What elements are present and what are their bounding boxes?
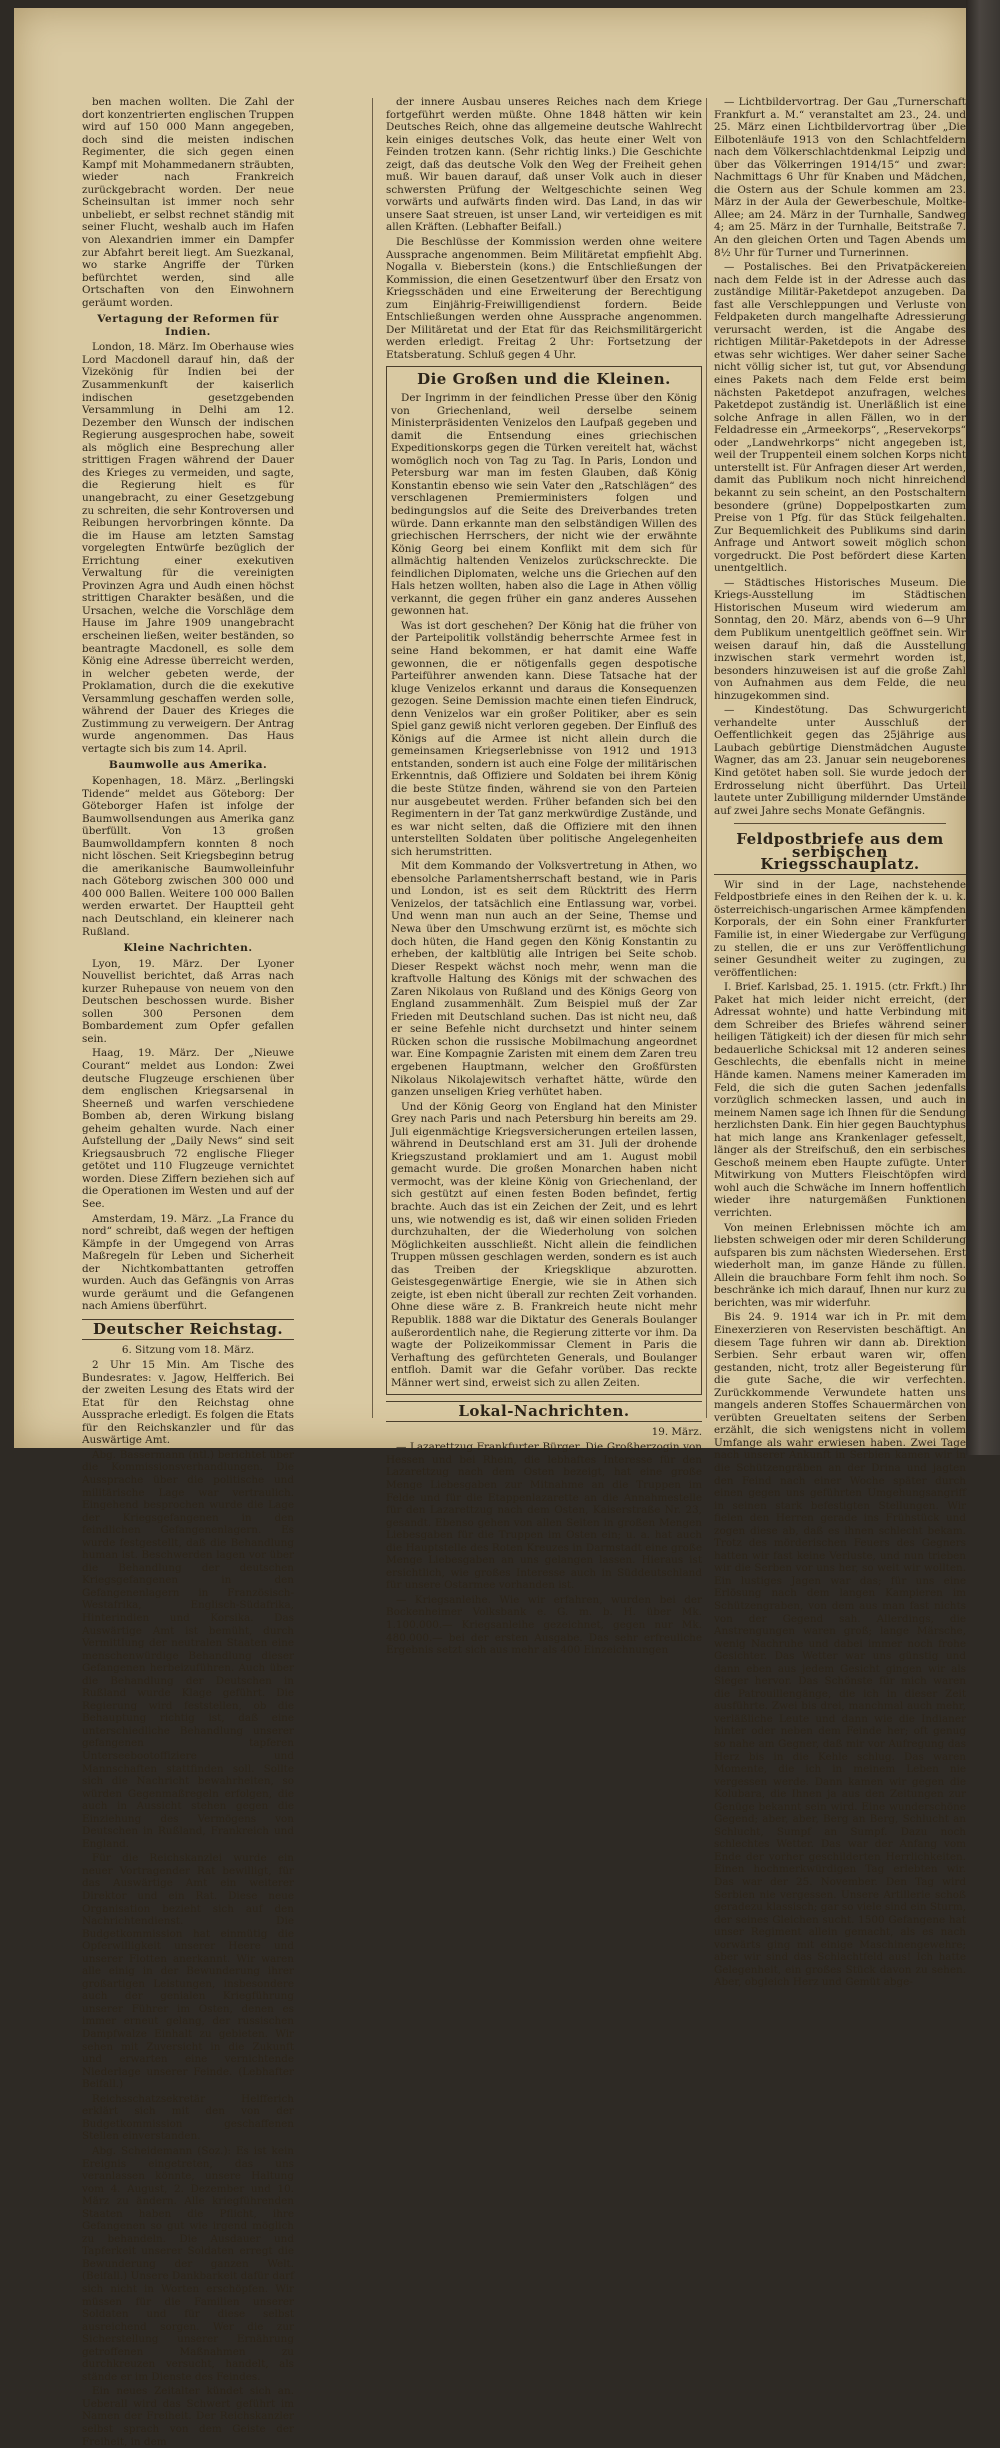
greek-headline: Die Großen und die Kleinen. xyxy=(417,370,671,389)
reichstag-session: 6. Sitzung vom 18. März. xyxy=(121,1343,255,1356)
greek-paragraph: Und der König Georg von England hat den Minister Grey nach Paris und nach Petersburg hin bereits am 29. Juli eigenmächtige Kriegsversicherungen erteilen lassen, während in Deutschland erst am 31. Juli der drohende Kriegszustand proklamiert und am 1. August mobil gemacht wurde. Die großen Monarchen haben nicht vermocht, was der kleine König von Griechenland, der sich gestützt auf einen festen Boden befindet, fertig brachte. Auch das ist ein Zeichen der Zeit, und es lehrt uns, wie notwendig es ist, daß wir einen soliden Frieden durchzuhalten, der die Wiederholung von solchen Möglichkeiten ausschließt. Nicht allein die feindlichen Truppen müssen geschlagen werden, sondern es ist auch das Treiben der Kriegsklique abzurotten. Geistesgegenwärtige Energie, wie sie in Athen sich zeigte, ist eben nicht überall zur rechten Zeit vorhanden. Ohne diese wäre z. B. Frankreich heute nicht mehr Republik. 1888 war die Diktatur des Generals Boulanger außerordentlich nahe, die Regierung zitterte vor ihm. Da wagte der Polizeikommissar Clement in Paris die Verhaftung des gefürchteten Generals, und Boulanger entfloh. Damit war die Gefahr vorüber. Das reckte Männer wert sind, erweist sich zu allen Zeiten. xyxy=(391,1100,697,1389)
lead-paragraph: ben machen wollten. Die Zahl der dort konzentrierten englischen Truppen wird auf 150 000 Mann angegeben, doch sind die meisten indischen Regimenter, die sich gegen einen Kampf mit Mohammedanern sträubten, wieder nach Frankreich zurückgebracht worden. Der neue Scheinsultan ist immer noch sehr unbeliebt, er selbst rechnet ständig mit seiner Flucht, weshalb auch im Hafen von Alexandrien immer ein Dampfer zur Abfahrt bereit liegt. Am Suezkanal, wo starke Angriffe der Türken befürchtet werden, sind alle Ortschaften von den Einwohnern geräumt worden. xyxy=(82,96,294,309)
reichstag-paragraph: Abg. Scheidemann (Soz.): Es ist kein Ereignis eingetreten, das uns veranlassen könnte, unsere Haltung vom 4. August, 2. Dezember und 10. März zu ändern. Alle kriegführenden Staaten haben die Pflicht, ihre Gefangenen so gut wie irgend möglich zu behandeln. Die Ausdauer und Tapferkeit unserer Soldaten erregt die Bewunderung der ganzen Welt. (Beifall.) Unsere Dankbarkeit dafür darf sich nicht in Worten erschöpfen. Wir müssen für die Familien unserer Soldaten und für diese selbst ausreichend sorgen. Wer die zur Sicherstellung unserer Ernährung getroffenen Maßnahmen zu durchkreuzen versucht, handelt, als stände er im Dienste des Feindes. xyxy=(82,2144,294,2383)
reichstag-continued: der innere Ausbau unseres Reiches nach dem Kriege fortgeführt werden müßte. Ohne 1848 hätten wir kein Deutsches Reich, ohne das allgemeine deutsche Wahlrecht kein einiges deutsches Volk, das heute einer Welt von Feinden trotzen kann. (Sehr richtig links.) Die Geschichte zeigt, daß das deutsche Volk den Weg der Freiheit gehen muß. Wir bauen darauf, daß unser Volk auch in dieser schwersten Prüfung der Weltgeschichte seinen Weg vorwärts und aufwärts finden wird. Das Land, in das wir unsere Saat streuen, ist unser Land, wir verteidigen es mit allen Kräften. (Lebhafter Beifall.) xyxy=(386,96,702,234)
newspaper-page xyxy=(14,8,966,2448)
column-left xyxy=(82,96,294,2448)
book-binding xyxy=(966,0,1000,1455)
reichstag-paragraph: Reichsschatzsekretär Helfferich erklärt sich mit den von der Budgetkommission geschaffenen Stellen einverstanden. xyxy=(82,2092,294,2143)
column-rule xyxy=(706,98,707,1418)
reichstag-paragraph: Abg. Bassermann (ntl.) berichtet über die Kommissionsverhandlungen. Die Aussprache über die politische und militärische Lage war vertraulich. Eingehend besprochen wurde die Lage der Kriegsgefangenen in den feindlichen Gefangenenlagern. Es wurde festgestellt, daß die Behandlung human ist. Beschwerden lagen vor über die Behandlung der deutschen Kriegsgefangenen in den Gefangenenlagern in Französisch-Westafrika, Englisch-Südafrika, Hinterindien und Korsika. Das Auswärtige Amt ist bemüht, durch Vermittlung der neutralen Staaten eine menschenwürdige Behandlung dieser Gefangenen herbeizuführen. Auch über die Behandlung der Deutschen in Rußland wurde Klage geführt. Die Regierung wird feststellen, ob die Behauptung richtig ist, daß eine unterschiedliche Behandlung unserer gefangenen tapferen Unterseebootoffiziere und Mannschaften stattfinden soll. Sollte sich die Nachricht bewahrheiten, so würden Gegenmaßregeln erfolgen, die auch in Aussicht stehen gegen die Einziehung des Vermögens von Deutschen in Rußland, Frankreich und England. xyxy=(82,1448,294,1850)
greek-article-box xyxy=(386,366,702,1395)
local-news-section-title: Lokal-Nachrichten. xyxy=(386,1401,702,1422)
field-letters-headline: Feldpostbriefe aus dem serbischen Kriegsschauplatz. xyxy=(714,830,966,875)
local-news-item: — Kriegsanleihe. Wie wir erfahren, wurden bei der Bockenheimer Volksbank e. G. m. b. H. über Mk. 1.100.000.— Kriegsanleihe gezeichnet, gegen nur Mk. 480.000.— bei der ersten Ausgabe. Das sehr erfreuliche Ergebnis setzt sich aus mehr als 400 Einzeichnungen xyxy=(386,1593,702,1657)
local-news-item: — Lazarettzug Frankfurter Bürger. Die Großherzogin von Hessen und bei Rhein, die lebhaftes Interesse für den Lazarettzug nach dem Osten bezeigt, hat eine große Menge Liebesgaben zur Mitnahme an die Truppen im Felde und für die Etappenlazarette an die Annahmestelle für den Lazarettzug nach dem Osten, Kaiserstraße Nr. 23, gesandt. Ebenso gehen von allen Seiten in großen Mengen Liebesgaben für die Truppen im Osten ein; u. a. hat auch die Hauptstelle des Roten Kreuzes in Darmstadt eine große Menge Liebesgaben an uns gelangen lassen. Hieraus ist ersichtlich, wie großes Interesse auch in Süddeutschland für unsere Ostarmee vorhanden ist. xyxy=(386,1441,702,1592)
column-middle xyxy=(386,96,702,1657)
reichstag-section-title: Deutscher Reichstag. xyxy=(82,1319,294,1340)
column-rule xyxy=(372,98,373,1418)
local-news-item: — Kindestötung. Das Schwurgericht verhandelte unter Ausschluß der Oeffentlichkeit gegen das 25jährige aus Laubach gebürtige Dienstmädchen Auguste Wagner, das am 23. Januar sein neugeborenes Kind getötet haben soll. Sie wurde jedoch der Erdrosselung nicht überführt. Das Urteil lautete unter Zubilligung mildernder Umstände auf zwei Jahre sechs Monate Gefängnis. xyxy=(714,704,966,817)
greek-paragraph: Mit dem Kommando der Volksvertretung in Athen, wo ebensolche Parlamentsherrschaft bestand, wie in Paris und London, ist es seit dem Rücktritt des Herrn Venizelos, der tatsächlich eine Entlassung war, vorbei. Und wenn man nun auch an der Seine, Themse und Newa über den Umschwung erzürnt ist, es möchte sich doch hüten, die Hand gegen den König Konstantin zu erheben, der kaltblütig alle Intrigen bei Seite schob. Dieser Respekt wächst noch mehr, wenn man die kraftvolle Haltung des Königs mit der schwachen des Zaren Nikolaus von Rußland und des Königs Georg von England zusammenhält. Zum Beispiel muß der Zar Frieden mit Deutschland suchen. Das ist nicht neu, daß er seine Befehle nicht durchsetzt und hinter seinem Rücken schon die russische Mobilmachung angeordnet war. Eine Kompagnie Zaristen mit einem dem Zaren treu ergebenen Hauptmann, welcher den Großfürsten Nikolaus Nikolajewitsch verhaftet hätte, würde den ganzen unseligen Krieg verhütet haben. xyxy=(391,860,697,1099)
greek-paragraph: Der Ingrimm in der feindlichen Presse über den König von Griechenland, weil derselbe seinem Ministerpräsidenten Venizelos den Laufpaß gegeben und damit die Entsendung eines griechischen Expeditionskorps gegen die Türken vereitelt hat, wächst womöglich noch von Tag zu Tag. In Paris, London und Petersburg war man im festen Glauben, daß König Konstantin ebenso wie sein Vater den „Ratschlägen“ des verschlagenen Premierministers folgen und bedingungslos auf die Seite des Dreiverbandes treten würde. Dann erkannte man den selbständigen Willen des griechischen Herrschers, der nicht wie der erwähnte König Georg bei einem Konflikt mit dem sich für allmächtig haltenden Venizelos zurückschreckte. Die feindlichen Diplomaten, welche uns die Griechen auf den Hals hetzen wollten, haben also die Lage in Athen völlig verkannt, die gegen früher ein ganz anderes Aussehen gewonnen hat. xyxy=(391,392,697,618)
column-right xyxy=(714,96,966,1989)
separator xyxy=(734,823,946,824)
small-news-item: Amsterdam, 19. März. „La France du nord“ schreibt, daß wegen der heftigen Kämpfe in der Umgegend von Arras Maßregeln für Leben und Sicherheit der Nichtkombattanten getroffen wurden. Auch das Gefängnis von Arras wurde geräumt und die Gefangenen nach Amiens überführt. xyxy=(82,1212,294,1313)
cotton-headline: Baumwolle aus Amerika. xyxy=(108,759,268,772)
field-letter-paragraph: Bis 24. 9. 1914 war ich in Pr. mit dem Einexerzieren von Reservisten beschäftigt. An diesem Tage fuhren wir dann ab. Direktion Serbien. Sehr erbaut waren wir, offen gestanden, nicht, trotz aller Begeisterung für die gute Sache, die wir verfechten. Zurückkommende Verwundete hatten uns mangels anderen Stoffes Schauermärchen von verübten Greueltaten seitens der Serben erzählt, die sich wenigstens nicht in vollem Umfange als wahr erwiesen haben. Zwei Tage nach unserer Ankunft in Serbien kamen wir in die Schützengräben an der Drina und jagten den Feind nach einer Woche später durch einen gegen uns geführten Umgehungsangriff in seinen stark befestigten Stellungen. Wir fielen den Herren gerade ins Frühstück und zogen diese ab, daß es ihnen schlecht bekam. Trotz des mörderischen Feuers des Gegners hatten wir fast keine Verluste, und nun trieben wir die Serben vor uns her, so weit wir wollten. Ein lustiges Jagen war das; für uns eine Erlösung nach dem langen Kampieren im Schützengraben, von dem aus man fast nichts von der Gegend sah. Allerdings, die Anstrengungen waren groß; lange Märsche, wenig Nachruhe und dabei immer noch frohe Gesichter. Das Wetter war uns günstig und dann eben aus jedem Gesicht gingen wir als Sieger hervor. Das Schönste für mich waren die Patrouillengänge, die ich in dieser Zeit ausführte. Zwei bis drei, manchmal auch mehr, verläßliche Leute und dann wie die Indianer hinter oder neben dem Feinde her; oft genug so nahe am Gegner, daß mir vor Aufregung das Herz bis in die Kehle schlug. Das waren Momente, die ich in meinem Leben nie vergessen werde. Dann kamen wir gegen die Kolubara, die Ihnen ja aus den Zeitungen zur Genüge bekannt sein wird. Eine wunderschöne Gegend; aber, aber, Berg an Berg, Schlucht an Schlucht, Sumpf an Sumpf. Dazu noch schlechtes Wetter. Das war der Anfang vom Ende der vorher geschilderten Herrlichkeiten. Einen hochmerkwürdigen Tag erlebten wir. Das war der 25. November. Den Tag wird Serbien nie vergessen. Unsere Artillerie schoß geradezu klassisch; gar so viele sind ein Sturm, der seines Gleichen sucht. 1500 Gefangene hat unser Regiment allein gemacht, als es nach vorwärts ging mit einige Maschinengewehre; aber wir sind das Schlachtfeld aus! Ich hatte Gelegenheit, ein großes Stück davon zu sehen. Aber, obgleich Herz und Gemüt abge- xyxy=(714,1311,966,1989)
greek-paragraph: Was ist dort geschehen? Der König hat die früher von der Parteipolitik vollständig beherrschte Armee fest in seine Hand bekommen, er hat damit eine Waffe gewonnen, die er nötigenfalls gegen despotische Parteiführer anwenden kann. Diese Tatsache hat der kluge Venizelos erkannt und daraus die Konsequenzen gezogen. Seine Demission machte einen tiefen Eindruck, denn Venizelos war ein großer Politiker, aber es sein Spiel ganz gewiß nicht verloren gegeben. Der Einfluß des Königs auf die Armee ist nicht allein durch die gemeinsamen Kriegserlebnisse von 1912 und 1913 entstanden, sondern ist auch eine Folge der militärischen Erkenntnis, daß Offiziere und Soldaten bei ihrem König die beste Stütze finden, während sie von den Parteien nur ausgebeutet werden. Früher befanden sich bei den Regimentern in der Tat ganz merkwürdige Zustände, und es war nicht selten, daß die Offiziere mit den ihnen unterstellten Soldaten über politische Angelegenheiten sich herumstritten. xyxy=(391,619,697,858)
local-news-item: — Lichtbildervortrag. Der Gau „Turnerschaft Frankfurt a. M.“ veranstaltet am 23., 24. und 25. März einen Lichtbildervortrag über „Die Eilbotenläufe 1913 von den Schlachtfeldern nach dem Völkerschlachtdenkmal Leipzig und über das Völkerringen 1914/15“ und zwar: Nachmittags 6 Uhr für Knaben und Mädchen, die Ostern aus der Schule kommen am 23. März in der Aula der Gewerbeschule, Moltke-Allee; am 24. März in der Turnhalle, Sandweg 4; am 25. März in der Turnhalle, Beitstraße 7. An den gleichen Orten und Tagen Abends um 8½ Uhr für Turner und Turnerinnen. xyxy=(714,96,966,259)
india-headline: Vertagung der Reformen für Indien. xyxy=(97,313,279,338)
reichstag-paragraph: Für die Reichskanzlei wurde ein neuer Vortragender Rat bewilligt, für das Auswärtige Amt ein weiterer Direktor und ein Rat. Diese neue Organisation bezieht sich auf den Nachrichtendienst. Die Budgetkommission hat einmütig die Opferwilligkeit unserer Heere und unserer Flotten anerkannt. Wir waren alle einig in der Bewunderung ihrer großartigen Leistungen, insbesondere auch der genialen Kriegführung unserer Führer im Osten, denen es immer erneut gelang, der russischen Dampfwalze Einhalt zu gebieten. Wir sehen mit Zuversicht in die Zukunft und erwarten eine vernichtende Niederlage unserer Feinde. (Lebhafter Beifall.) xyxy=(82,1852,294,2091)
reichstag-paragraph: Ein neues Zeitalter kündet sich an. Ueberall wird das Schwert geführt im Namen der Freiheit. Der Reichskanzler selbst sprach von dem Geiste der Freiheit, in dem xyxy=(82,2385,294,2448)
small-news-headline: Kleine Nachrichten. xyxy=(123,942,253,955)
reichstag-continued: Die Beschlüsse der Kommission werden ohne weitere Aussprache angenommen. Beim Militäretat empfiehlt Abg. Nogalla v. Bieberstein (kons.) die Entschließungen der Kommission, die einen Gesetzentwurf über den Ersatz von Kriegsschäden und eine Erweiterung der Berechtigung zum Einjährig-Freiwilligendienst fordern. Beide Entschließungen werden ohne Aussprache angenommen. Der Militäretat und der Etat für das Reichsmilitärgericht werden erledigt. Freitag 2 Uhr: Fortsetzung der Etatsberatung. Schluß gegen 4 Uhr. xyxy=(386,236,702,361)
local-news-date: 19. März. xyxy=(651,1425,702,1438)
field-letter-paragraph: I. Brief. Karlsbad, 25. 1. 1915. (ctr. Frkft.) Ihr Paket hat mich leider nicht erreicht, (der Adressat wohnte) und hatte Verbindung mit dem Schreiber des Briefes während seiner heiligen Tätigkeit) ich der diesen für mich sehr bedauerliche Schicksal mit 12 anderen seines Geschlechts, die ebenfalls nicht in meine Hände kamen. Namens meiner Kameraden im Feld, die sich die guten Sachen jedenfalls vorzüglich schmecken lassen, und auch in meinem Namen sage ich Ihnen für die Sendung herzlichsten Dank. Ein hier gegen Bauchtyphus hat mich lange ans Krankenlager gefesselt, länger als der Streifschuß, den ein serbisches Geschoß meinem eben Haupte zufügte. Unter Mitwirkung von Mutters Fleischtöpfen wird wohl auch die Schwäche im Innern hoffentlich wieder ihre naturgemäßen Funktionen verrichten. xyxy=(714,981,966,1220)
field-letter-paragraph: Von meinen Erlebnissen möchte ich am liebsten schweigen oder mir deren Schilderung aufsparen bis zum nächsten Wiedersehen. Erst wiederholt man, im ganze Hände zu füllen. Allein die brauchbare Form fehlt ihm noch. So beschränke ich mich darauf, Ihnen nur kurz zu berichten, was mir widerfuhr. xyxy=(714,1221,966,1309)
local-news-item: — Postalisches. Bei den Privatpäckereien nach dem Felde ist in der Adresse auch das zuständige Militär-Paketdepot anzugeben. Da fast alle Verschleppungen und Verluste von Feldpaketen durch mangelhafte Adressierung verursacht werden, ist die Angabe des richtigen Militär-Paketdepots in der Adresse etwas sehr wichtiges. Wer daher seiner Sache nicht völlig sicher ist, tut gut, vor Absendung eines Pakets nach dem Felde erst beim nächsten Paketdepot anzufragen, welches Paketdepot zuständig ist. Unerläßlich ist eine solche Anfrage in allen Fällen, wo in der Feldadresse ein „Armeekorps“, „Reservekorps“ oder „Landwehrkorps“ nicht angegeben ist, weil der Truppenteil einem solchen Korps nicht unterstellt ist. Für Anfragen dieser Art werden, damit das Publikum noch nicht hinreichend bekannt zu sein scheint, an den Postschaltern besondere (grüne) Doppelpostkarten zum Preise von 1 Pfg. für das Stück feilgehalten. Zur Bequemlichkeit des Publikums sind darin Anfrage und Antwort soweit möglich schon vorgedruckt. Die Post befördert diese Karten unentgeltlich. xyxy=(714,261,966,575)
field-letters-intro: Wir sind in der Lage, nachstehende Feldpostbriefe eines in den Reihen der k. u. k. österreichisch-ungarischen Armee kämpfenden Korporals, der ein Sohn einer Frankfurter Familie ist, in einer Wiedergabe zur Verfügung zu stellen, die er uns zur Veröffentlichung seiner Gesundheit weiter zu zugingen, zu veröffentlichen: xyxy=(714,878,966,979)
cotton-article: Kopenhagen, 18. März. „Berlingski Tidende“ meldet aus Göteborg: Der Göteborger Hafen ist infolge der Baumwollsendungen aus Amerika ganz überfüllt. Von 13 großen Baumwolldampfern konnten 8 noch nicht löschen. Seit Kriegsbeginn betrug die amerikanische Baumwolleinfuhr nach Göteborg zwischen 300 000 und 400 000 Ballen. Weitere 100 000 Ballen werden erwartet. Der Hauptteil geht nach Deutschland, ein kleinerer nach Rußland. xyxy=(82,774,294,938)
small-news-item: Lyon, 19. März. Der Lyoner Nouvellist berichtet, daß Arras nach kurzer Ruhepause von neuem von den Deutschen beschossen wurde. Bisher sollen 300 Personen dem Bombardement zum Opfer gefallen sein. xyxy=(82,957,294,1045)
local-news-item: — Städtisches Historisches Museum. Die Kriegs-Ausstellung im Städtischen Historischen Museum wird wiederum am Sonntag, den 20. März, abends von 6—9 Uhr dem Publikum unentgeltlich geöffnet sein. Wir weisen darauf hin, daß die Ausstellung inzwischen stark vermehrt worden ist, besonders hinzuweisen ist auf die große Zahl von Aufnahmen aus dem Felde, die neu hinzugekommen sind. xyxy=(714,576,966,702)
india-article: London, 18. März. Im Oberhause wies Lord Macdonell darauf hin, daß der Vizekönig für Indien bei der Zusammenkunft der kaiserlich indischen gesetzgebenden Versammlung in Delhi am 12. Dezember den Wunsch der indischen Regierung ausgesprochen habe, soweit als möglich eine Besprechung aller strittigen Fragen während der Dauer des Krieges zu vermeiden, und sagte, die Regierung hielt es für unangebracht, zu einer Gesetzgebung zu schreiten, die sehr Kontroversen und Reibungen hervorbringen könnte. Da die im Hause am letzten Samstag vorgelegten Entwürfe bezüglich der Errichtung einer exekutiven Verwaltung für die vereinigten Provinzen Agra und Audh einen höchst strittigen Charakter besäßen, und die Ursachen, welche die Vorschläge dem Hause im Jahre 1909 unangebracht erscheinen ließen, weiter beständen, so beantragte Macdonell, es solle dem König eine Adresse überreicht werden, in welcher gebeten werde, der Proklamation, durch die die exekutive Versammlung geschaffen werden solle, während der Dauer des Krieges die Zustimmung zu verweigern. Der Antrag wurde angenommen. Das Haus vertagte sich bis zum 14. April. xyxy=(82,341,294,755)
reichstag-paragraph: 2 Uhr 15 Min. Am Tische des Bundesrates: v. Jagow, Helfferich. Bei der zweiten Lesung des Etats wird der Etat für den Reichstag ohne Aussprache erledigt. Es folgen die Etats für den Reichskanzler und für das Auswärtige Amt. xyxy=(82,1359,294,1447)
small-news-item: Haag, 19. März. Der „Nieuwe Courant“ meldet aus London: Zwei deutsche Flugzeuge erschienen über dem englischen Kriegsarsenal in Sheerneß und warfen verschiedene Bomben ab, deren Wirkung bislang geheim gehalten wurde. Nach einer Aufstellung der „Daily News“ sind seit Kriegsausbruch 72 englische Flieger getötet und 110 Flugzeuge vernichtet worden. Diese Ziffern beziehen sich auf die Operationen im Westen und auf der See. xyxy=(82,1047,294,1211)
